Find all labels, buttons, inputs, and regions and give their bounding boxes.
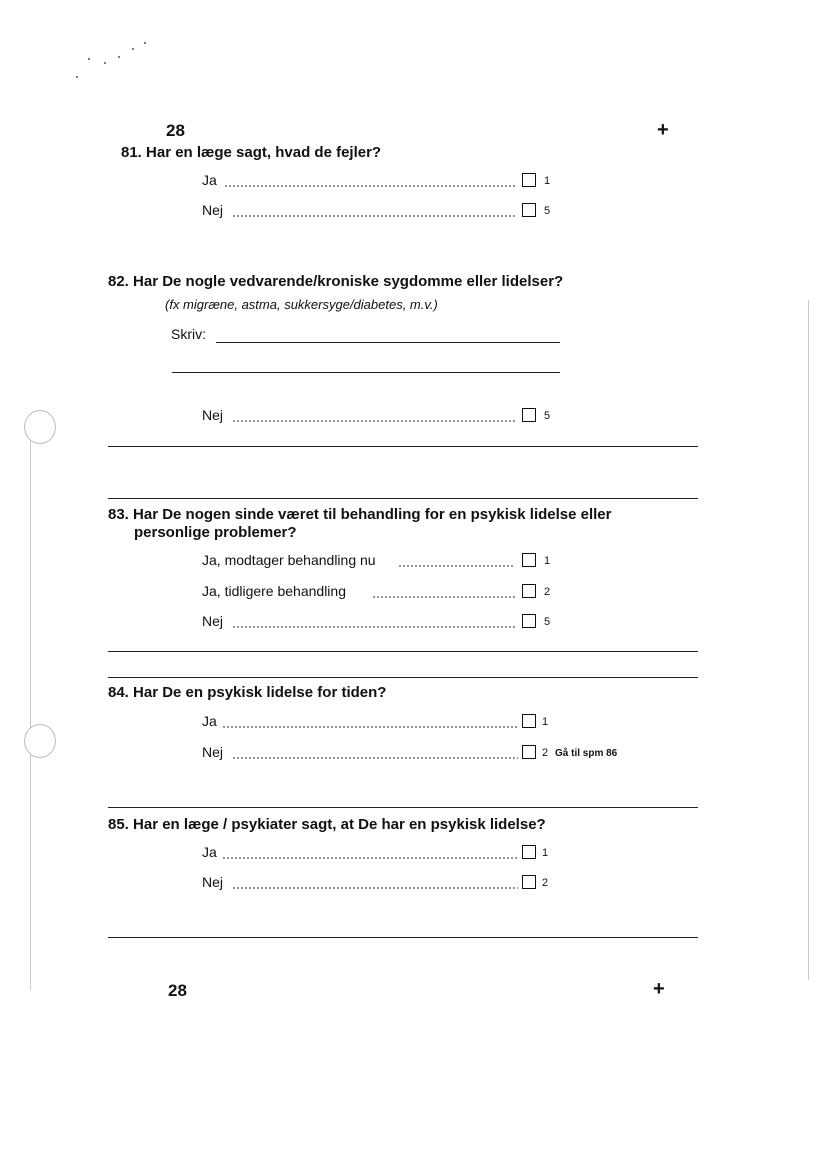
checkbox[interactable] [522,553,536,567]
option-code: 1 [544,175,551,187]
q82-option-nej [202,407,562,427]
question-83-title-line2: personlige problemer? [134,524,297,541]
write-label: Skriv: [171,326,206,342]
q85-option-ja [202,844,562,864]
option-label: Ja [202,844,217,860]
option-code: 5 [544,616,551,628]
checkbox[interactable] [522,408,536,422]
skip-instruction: Gå til spm 86 [555,748,618,759]
section-divider [108,446,698,447]
checkbox[interactable] [522,173,536,187]
question-83-title-line1: 83. Har De nogen sinde været til behandling for en psykisk lidelse eller [108,506,612,523]
binder-hole-top [24,410,56,444]
q83-option-earlier [202,583,562,603]
leader-dots [372,596,515,598]
right-edge-line [808,300,809,980]
scan-speck [118,56,120,58]
section-divider [108,498,698,499]
leader-dots [232,757,518,759]
scan-speck [104,62,106,64]
option-code: 2 [544,586,551,598]
option-code: 5 [544,410,551,422]
leader-dots [232,626,515,628]
checkbox[interactable] [522,875,536,889]
checkbox[interactable] [522,714,536,728]
registration-mark-bottom: + [653,978,665,1000]
option-label: Nej [202,874,224,890]
leader-dots [222,726,518,728]
q83-option-now [202,552,562,572]
section-divider [108,651,698,652]
leader-dots [224,185,515,187]
option-label: Nej [202,613,224,629]
checkbox[interactable] [522,614,536,628]
option-code: 5 [544,205,551,217]
question-82-title: 82. Har De nogle vedvarende/kroniske sygdomme eller lidelser? [108,273,564,290]
scan-speck [88,58,90,60]
scan-speck [132,48,134,50]
scan-speck [144,42,146,44]
q83-option-nej [202,613,562,633]
leader-dots [398,565,515,567]
leader-dots [232,887,518,889]
option-code: 1 [542,847,549,859]
question-84-title: 84. Har De en psykisk lidelse for tiden? [108,684,387,701]
option-code: 1 [544,555,551,567]
section-divider [108,677,698,678]
option-label: Ja, tidligere behandling [202,583,346,599]
binder-hole-bottom [24,724,56,758]
q84-option-nej [202,744,642,764]
checkbox[interactable] [522,584,536,598]
section-divider [108,937,698,938]
scan-speck [76,76,78,78]
leader-dots [232,215,515,217]
leader-dots [222,857,518,859]
q81-option-nej [202,202,562,222]
page-number-top: 28 [166,121,185,140]
checkbox[interactable] [522,845,536,859]
question-85-title: 85. Har en læge / psykiater sagt, at De har en psykisk lidelse? [108,816,546,833]
option-code: 1 [542,716,549,728]
leader-dots [232,420,515,422]
option-label: Nej [202,202,224,218]
option-label: Nej [202,744,224,760]
question-82-hint: (fx migræne, astma, sukkersyge/diabetes, m.v.) [165,297,438,312]
section-divider [108,807,698,808]
option-label: Ja [202,172,217,188]
option-code: 2 [542,747,549,759]
write-in-line-2[interactable] [172,372,560,373]
left-margin-line [30,420,31,990]
option-label: Ja, modtager behandling nu [202,552,376,568]
q84-option-ja [202,713,642,733]
checkbox[interactable] [522,203,536,217]
option-label: Ja [202,713,217,729]
write-in-line-1[interactable] [216,342,560,343]
registration-mark-top: + [657,119,669,141]
checkbox[interactable] [522,745,536,759]
question-81-title: 81. Har en læge sagt, hvad de fejler? [121,144,382,161]
option-code: 2 [542,877,549,889]
page-number-bottom: 28 [168,981,187,1000]
option-label: Nej [202,407,224,423]
q85-option-nej [202,874,562,894]
q81-option-ja [202,172,562,192]
